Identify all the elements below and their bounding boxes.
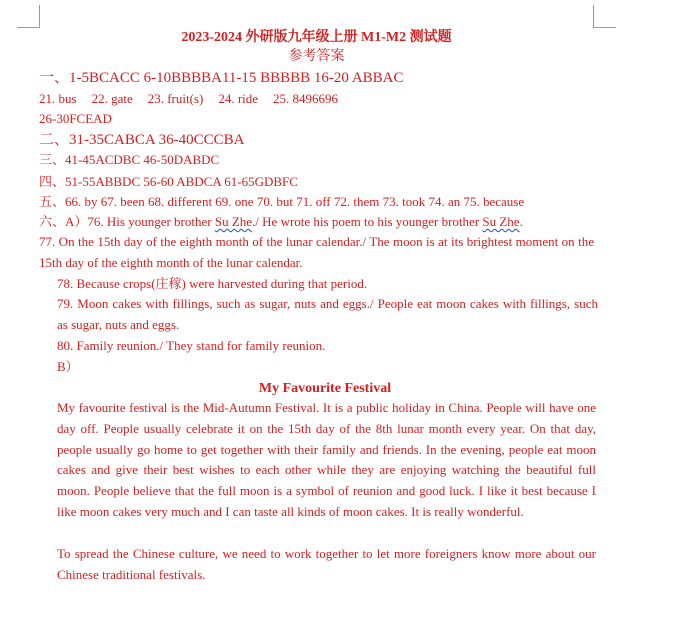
answer-76-name-1: Su Zhe: [214, 214, 253, 229]
answer-section-1-26-30: 26-30FCEAD: [39, 111, 112, 126]
answer-section-4: 四、51-55ABBDC 56-60 ABDCA 61-65GDBFC: [39, 174, 298, 189]
answer-section-1-blanks: [39, 89, 338, 109]
answer-78: 78. Because crops(庄稼) were harvested during that period.: [57, 276, 368, 291]
answer-21: 21. bus: [39, 91, 77, 106]
answer-76-prefix: 六、A）76. His younger brother: [39, 214, 215, 229]
essay-paragraph-1: My favourite festival is the Mid-Autumn Festival. It is a public holiday in China. People will have one day off. People usually celebrate it on the 15th day of the 8th lunar month every year. On that day, people usually go home to get together with their family and friends. In the evening, people eat moon cakes and give their best wishes to each other while they are enjoying watching the beautiful full moon. People believe that the full moon is a symbol of reunion and good luck. I like it best because I like moon cakes very much and I can taste all kinds of moon cakes. It is really wonderful.: [57, 400, 596, 519]
answer-76-middle: ./ He wrote his poem to his younger brother: [252, 214, 483, 229]
answer-section-3: 三、41-45ACDBC 46-50DABDC: [39, 152, 220, 167]
answer-80: 80. Family reunion./ They stand for family reunion.: [57, 338, 326, 353]
answer-22: 22. gate: [91, 91, 133, 106]
answer-section-5: 五、66. by 67. been 68. different 69. one 70. but 71. off 72. them 73. took 74. an 75. because: [39, 194, 525, 209]
answer-79: 79. Moon cakes with fillings, such as sugar, nuts and eggs./ People eat moon cakes with fillings, such as sugar, nuts and eggs.: [57, 296, 598, 332]
essay-paragraph-2: To spread the Chinese culture, we need to work together to let more foreigners know more about our Chinese traditional festivals.: [57, 546, 596, 582]
answer-section-1-choice: 一、1-5BCACC 6-10BBBBA11-15 BBBBB 16-20 ABBAC: [39, 70, 404, 86]
corner-mark-top-right: [593, 5, 616, 28]
answer-25: 25. 8496696: [273, 91, 339, 106]
answer-76-end: .: [519, 214, 523, 229]
answer-section-2: 二、31-35CABCA 36-40CCCBA: [39, 132, 245, 148]
answer-part-b-label: B）: [57, 359, 79, 374]
document-subtitle: 参考答案: [288, 49, 345, 64]
corner-mark-top-left: [17, 5, 40, 28]
answer-76-name-2: Su Zhe: [482, 214, 520, 229]
answer-23: 23. fruit(s): [147, 91, 204, 106]
answer-76: [39, 212, 523, 232]
answer-24: 24. ride: [218, 91, 259, 106]
document-title: 2023-2024 外研版九年级上册 M1-M2 测试题: [181, 30, 452, 45]
essay-title: My Favourite Festival: [258, 381, 392, 396]
answer-77: 77. On the 15th day of the eighth month of the lunar calendar./ The moon is at its brightest moment on the 15th day of the eighth month of the lunar calendar.: [39, 234, 594, 270]
